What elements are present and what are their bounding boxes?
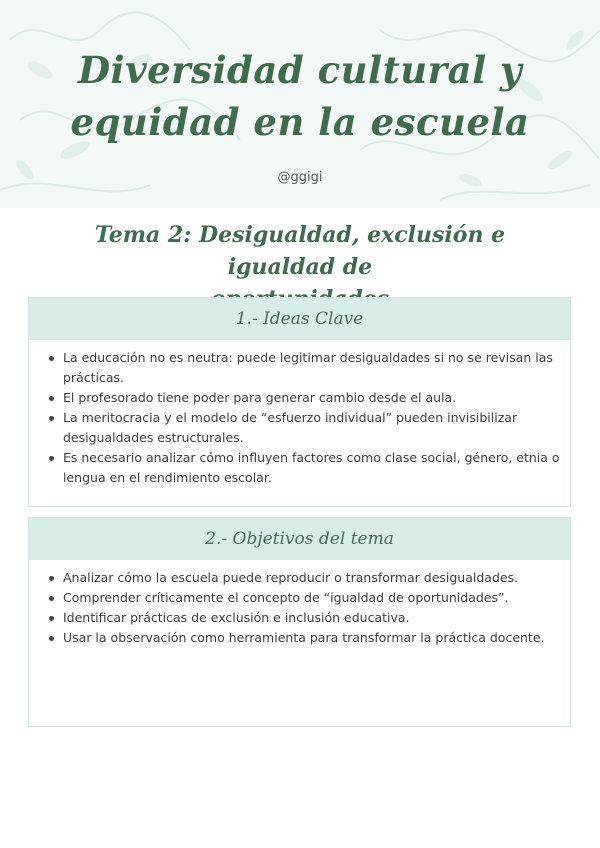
section-objectives [28, 517, 571, 727]
header-banner [0, 0, 600, 208]
list-item: Es necesario analizar cómo influyen factores como clase social, género, etnia o lengua en el rendimiento escolar. [47, 448, 560, 488]
title-line-1: Diversidad cultural y [77, 48, 523, 92]
section-heading: 1.- Ideas Clave [29, 298, 570, 340]
title-line-2: equidad en la escuela [70, 100, 530, 144]
bullet-list [29, 340, 570, 488]
bullet-list [29, 560, 570, 648]
document-title [0, 44, 600, 148]
section-key-ideas [28, 297, 571, 507]
list-item: Comprender críticamente el concepto de “igualdad de oportunidades”. [47, 588, 560, 608]
list-item: El profesorado tiene poder para generar cambio desde el aula. [47, 388, 560, 408]
author-handle: @ggigi [277, 170, 323, 185]
topic-title-line-1: Tema 2: Desigualdad, exclusión e igualdad de [94, 222, 506, 280]
list-item: La educación no es neutra: puede legitimar desigualdades si no se revisan las prácticas. [47, 348, 560, 388]
list-item: Analizar cómo la escuela puede reproducir o transformar desigualdades. [47, 568, 560, 588]
list-item: La meritocracia y el modelo de “esfuerzo individual” pueden invisibilizar desigualdades estructurales. [47, 408, 560, 448]
section-heading: 2.- Objetivos del tema [29, 518, 570, 560]
list-item: Identificar prácticas de exclusión e inclusión educativa. [47, 608, 560, 628]
list-item: Usar la observación como herramienta para transformar la práctica docente. [47, 628, 560, 648]
